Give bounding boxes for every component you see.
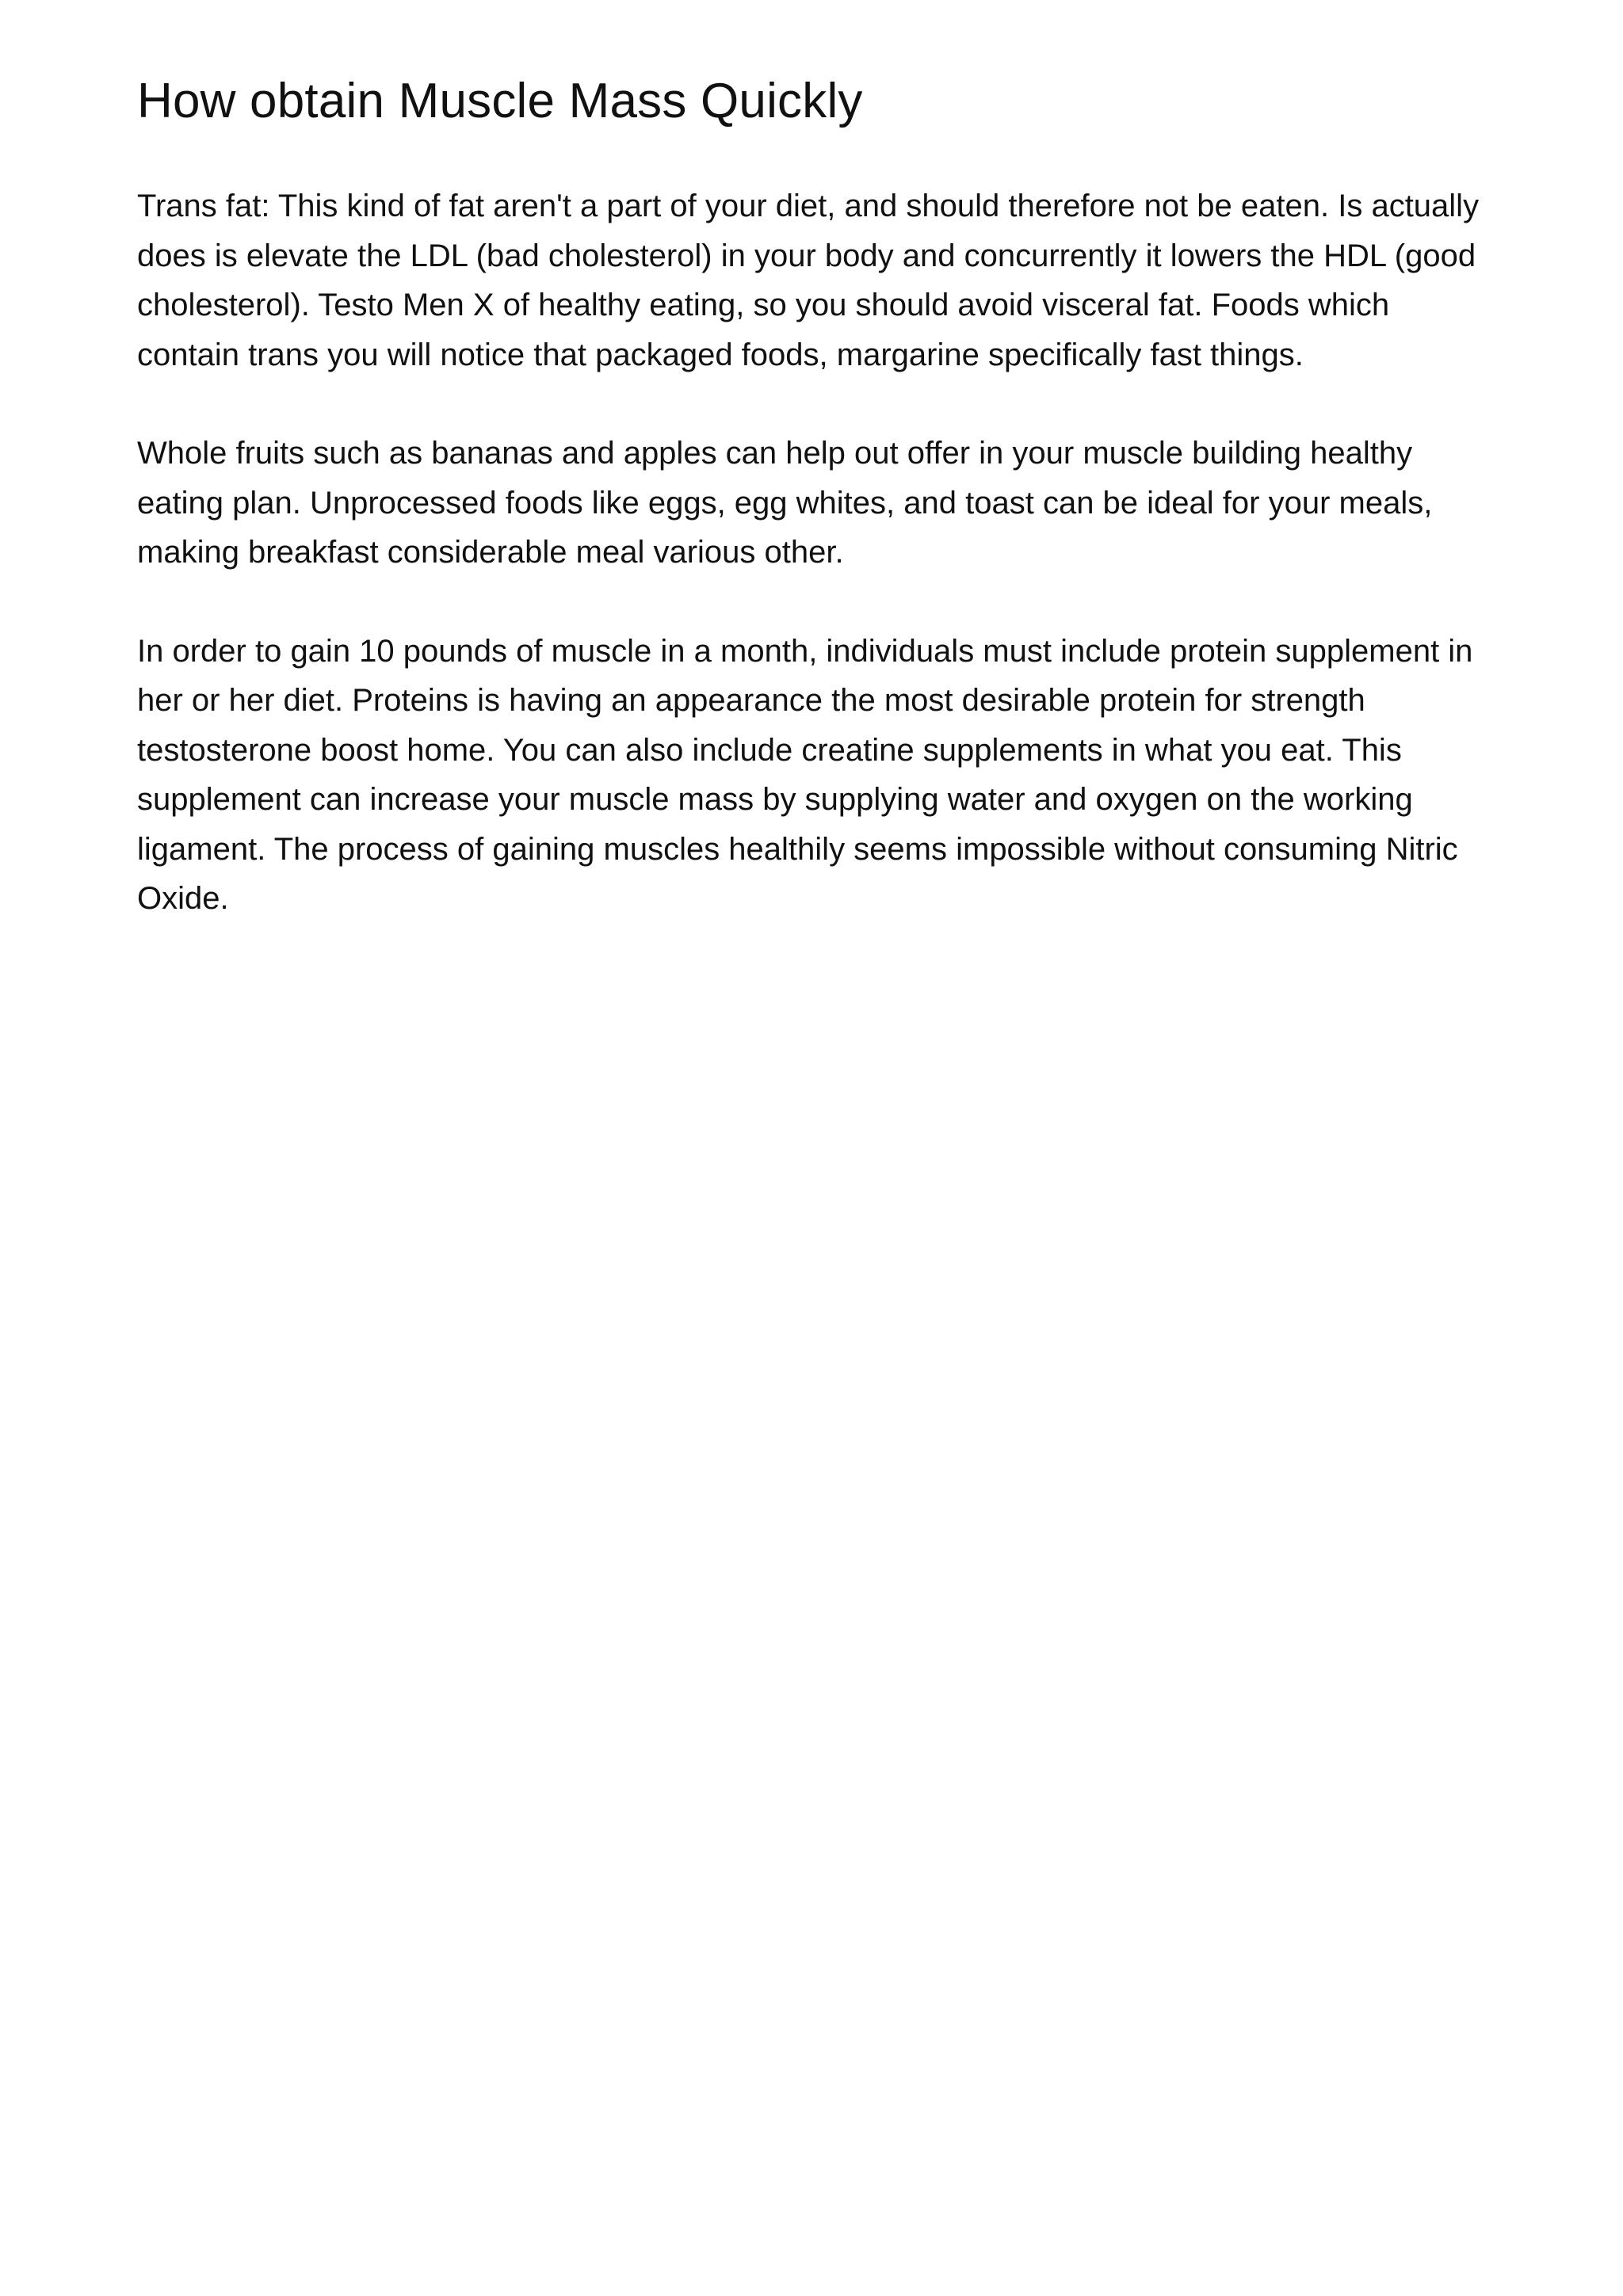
paragraph-trans-fat: Trans fat: This kind of fat aren't a part of your diet, and should therefore not be eaten. Is actually does is elevate the LDL (bad cholesterol) in your body and concurrently it lowers the HDL (good cholesterol). Testo Men X of healthy eating, so you should avoid visceral fat. Foods which contain trans you will notice that packaged foods, margarine specifically fast things.	[137, 189, 1480, 372]
document-title: How obtain Muscle Mass Quickly	[137, 74, 863, 128]
document-body	[137, 67, 1500, 924]
paragraph-whole-fruits: Whole fruits such as bananas and apples can help out offer in your muscle building healthy eating plan. Unprocessed foods like eggs, egg whites, and toast can be ideal for your meals, making breakfast considerable meal various other.	[137, 436, 1433, 570]
paragraph-protein-supplement: In order to gain 10 pounds of muscle in a month, individuals must include protein supplement in her or her diet. Proteins is having an appearance the most desirable protein for strength testosterone boost home. You can also include creatine supplements in what you eat. This supplement can increase your muscle mass by supplying water and oxygen on the working ligament. The process of gaining muscles healthily seems impossible without consuming Nitric Oxide.	[137, 633, 1473, 916]
